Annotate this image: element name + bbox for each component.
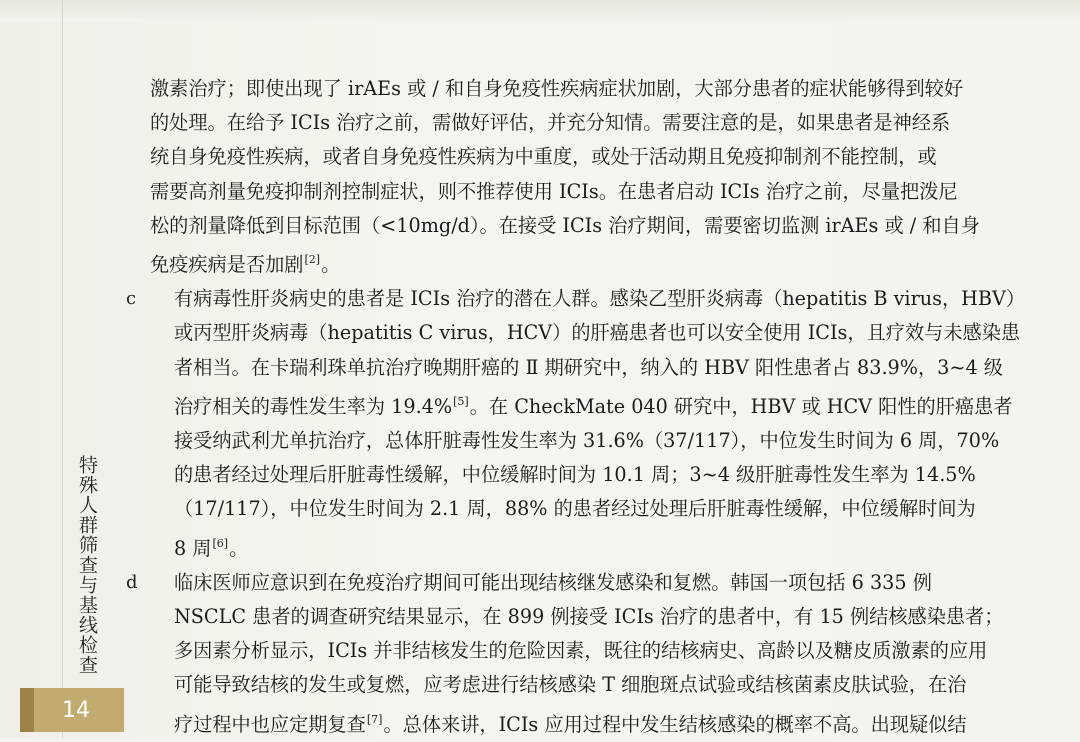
paragraph: [126, 566, 1050, 742]
sidebar-rule: [62, 0, 63, 738]
text-run: 多因素分析显示，ICIs 并非结核发生的危险因素，既往的结核病史、高龄以及糖皮质激素的应用: [174, 639, 988, 663]
text-line: [174, 703, 1050, 742]
text-run: 可能导致结核的发生或复燃，应考虑进行结核感染 T 细胞斑点试验或结核菌素皮肤试验，在治: [174, 673, 967, 697]
text-run: 或丙型肝炎病毒（hepatitis C virus，HCV）的肝癌患者也可以安全使用 ICIs，且疗效与未感染患: [174, 321, 1021, 345]
text-run: NSCLC 患者的调查研究结果显示，在 899 例接受 ICIs 治疗的患者中，有 15 例结核感染患者；: [174, 605, 1004, 629]
text-line: [174, 668, 1050, 702]
text-line: [174, 458, 1050, 492]
text-run: 统自身免疫性疾病，或者自身免疫性疾病为中重度，或处于活动期且免疫抑制剂不能控制，或: [150, 145, 937, 169]
citation-ref: [6]: [212, 536, 229, 550]
text-line: [150, 209, 1050, 243]
text-run: 临床医师应意识到在免疫治疗期间可能出现结核继发感染和复燃。韩国一项包括 6 335 例: [174, 570, 932, 594]
text-line: [150, 140, 1050, 174]
text-run: 。: [321, 253, 341, 277]
text-line: [150, 175, 1050, 209]
page-number: 14: [62, 698, 90, 723]
text-line: [174, 492, 1050, 526]
text-line: [150, 243, 1050, 282]
text-line: [174, 282, 1050, 316]
citation-ref: [7]: [366, 712, 383, 726]
text-line: [174, 527, 1050, 566]
text-run: 免疫疾病是否加剧: [150, 253, 304, 277]
text-line: [150, 106, 1050, 140]
text-run: 需要高剂量免疫抑制剂控制症状，则不推荐使用 ICIs。在患者启动 ICIs 治疗之前，尽量把泼尼: [150, 179, 958, 203]
text-line: [174, 385, 1050, 424]
text-run: 。总体来讲，ICIs 应用过程中发生结核感染的概率不高。出现疑似结: [383, 712, 967, 736]
text-run: 治疗相关的毒性发生率为 19.4%: [174, 394, 453, 418]
text-run: 疗过程中也应定期复查: [174, 712, 366, 736]
text-line: [174, 600, 1050, 634]
text-run: （17/117），中位发生时间为 2.1 周，88% 的患者经过处理后肝脏毒性缓解，中位缓解时间为: [174, 497, 976, 521]
text-run: 接受纳武利尤单抗治疗，总体肝脏毒性发生率为 31.6%（37/117），中位发生时间为 6 周，70%: [174, 429, 1000, 453]
paragraph: [150, 72, 1050, 282]
text-run: 者相当。在卡瑞利珠单抗治疗晚期肝癌的 Ⅱ 期研究中，纳入的 HBV 阳性患者占 83.9%，3~4 级: [174, 355, 1003, 379]
text-line: [174, 316, 1050, 350]
citation-ref: [5]: [453, 394, 469, 408]
text-run: 。: [229, 536, 249, 560]
text-line: [150, 72, 1050, 106]
list-marker: d: [126, 571, 138, 593]
text-run: 的患者经过处理后肝脏毒性缓解，中位缓解时间为 10.1 周；3~4 级肝脏毒性发生率为 14.5%: [174, 463, 976, 487]
text-run: 的处理。在给予 ICIs 治疗之前，需做好评估，并充分知情。需要注意的是，如果患者是神经系: [150, 111, 951, 135]
chapter-side-title: 特殊人群筛查与基线检查: [76, 455, 98, 675]
text-run: 有病毒性肝炎病史的患者是 ICIs 治疗的潜在人群。感染乙型肝炎病毒（hepatitis B virus，HBV）: [174, 287, 1026, 311]
body-text: [126, 72, 1050, 742]
page-top-edge: [0, 0, 1080, 22]
text-run: 激素治疗；即使出现了 irAEs 或 / 和自身免疫性疾病症状加剧，大部分患者的症状能够得到较好: [150, 77, 964, 100]
text-line: [174, 351, 1050, 385]
list-marker: c: [126, 288, 137, 310]
text-line: [174, 634, 1050, 668]
text-run: 松的剂量降低到目标范围（<10mg/d）。在接受 ICIs 治疗期间，需要密切监测 irAEs 或 / 和自身: [150, 213, 980, 237]
text-line: [174, 424, 1050, 458]
page-number-tab-stripe: [20, 688, 34, 732]
text-run: 8 周: [174, 536, 212, 560]
citation-ref: [2]: [304, 253, 321, 267]
text-line: [174, 566, 1050, 600]
text-run: 。在 CheckMate 040 研究中，HBV 或 HCV 阳性的肝癌患者: [469, 394, 1013, 418]
paragraph: [126, 282, 1050, 566]
